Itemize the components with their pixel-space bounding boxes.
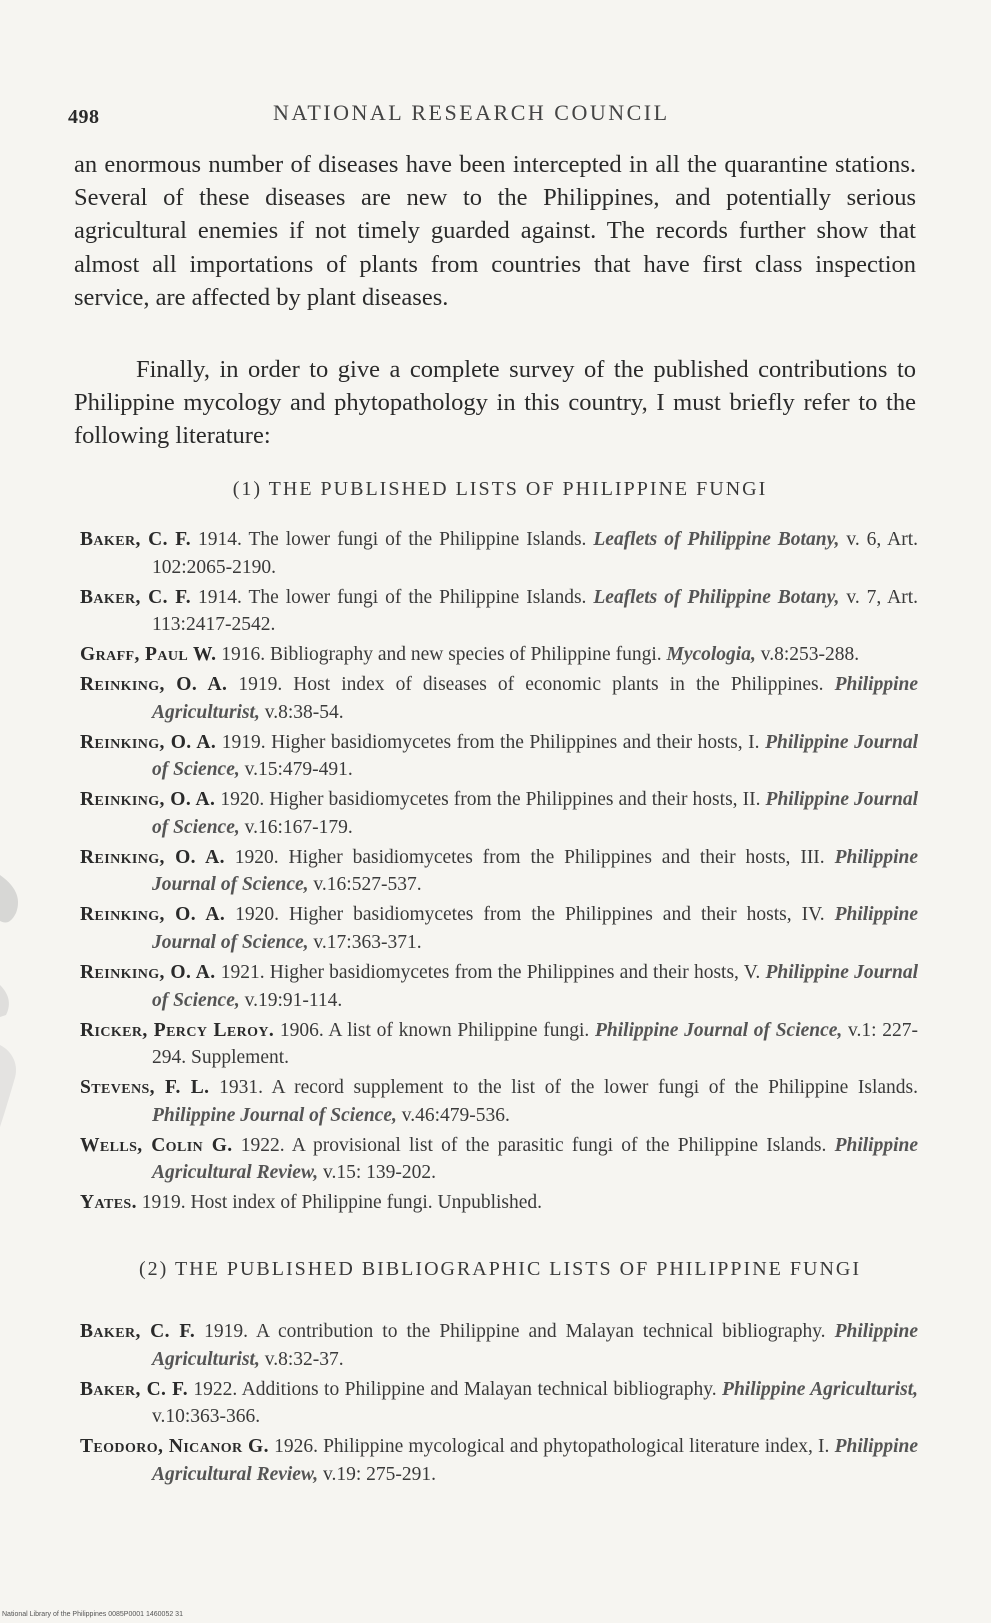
reference-volume: v.17:363-371.	[313, 932, 422, 954]
running-title: NATIONAL RESEARCH COUNCIL	[273, 100, 670, 125]
reference-entry	[80, 1318, 918, 1373]
reference-text: 1906. A list of known Philippine fungi.	[279, 1019, 590, 1041]
reference-entry	[80, 1017, 918, 1072]
reference-journal: Leaflets of Philippine Botany,	[593, 586, 840, 608]
reference-text: 1931. A record supplement to the list of the lower fungi of the Philippine Islands.	[219, 1077, 919, 1099]
reference-volume: v.16:167-179.	[244, 816, 353, 838]
reference-volume: v. 7, Art. 113:2417-2542.	[152, 586, 919, 636]
reference-author: Yates.	[80, 1192, 137, 1214]
reference-entry	[80, 901, 918, 956]
reference-text: 1920. Higher basidiomycetes from the Philippines and their hosts, III.	[234, 846, 825, 868]
reference-volume: v.19:91-114.	[244, 989, 343, 1011]
reference-volume: v.10:363-366.	[152, 1406, 261, 1428]
reference-journal: Philippine Agricultural Review,	[152, 1436, 919, 1485]
reference-author: Reinking, O. A.	[80, 789, 216, 811]
reference-entry	[80, 1074, 918, 1129]
reference-text: 1926. Philippine mycological and phytopathological literature index, I.	[274, 1436, 830, 1458]
reference-journal: Mycologia,	[666, 644, 756, 666]
reference-entry	[80, 641, 918, 669]
reference-text: 1919. Higher basidiomycetes from the Philippines and their hosts, I.	[221, 731, 760, 753]
reference-volume: v. 6, Art. 102:2065-2190.	[152, 529, 919, 578]
reference-author: Reinking, O. A.	[80, 674, 228, 696]
reference-text: 1921. Higher basidiomycetes from the Philippines and their hosts, V.	[220, 962, 761, 984]
reference-entry	[80, 1132, 918, 1187]
reference-author: Ricker, Percy Leroy.	[80, 1019, 275, 1041]
reference-volume: v.16:527-537.	[313, 874, 422, 896]
reference-author: Wells, Colin G.	[80, 1134, 233, 1156]
reference-entry	[80, 959, 918, 1014]
page-header	[68, 100, 928, 136]
reference-volume: v.8:253-288.	[760, 644, 860, 666]
body-paragraph-1: an enormous number of diseases have been intercepted in all the quarantine stations. Several of these diseases are new to the Philippines, and potentially serious agricultural enemies if not timely guarded against. The records further show that almost all importations of plants from countries that have first class inspection service, are affected by plant diseases.	[74, 151, 916, 311]
reference-volume: v.15:479-491.	[244, 759, 353, 781]
reference-volume: v.46:479-536.	[401, 1104, 510, 1126]
reference-journal: Philippine Journal of Science,	[152, 904, 919, 954]
reference-text: 1919. A contribution to the Philippine and Malayan technical bibliography.	[204, 1321, 826, 1342]
reference-author: Baker, C. F.	[80, 1378, 188, 1400]
reference-text: 1919. Host index of diseases of economic plants in the Philippines.	[238, 674, 824, 696]
reference-journal: Philippine Agricultural Review,	[152, 1134, 918, 1184]
reference-journal: Philippine Journal of Science,	[152, 846, 919, 896]
reference-author: Reinking, O. A.	[80, 962, 216, 984]
reference-journal: Philippine Journal of Science,	[152, 1104, 397, 1126]
reference-journal: Leaflets of Philippine Botany,	[593, 529, 840, 550]
reference-entry	[80, 1433, 918, 1488]
section-heading-bibliographic-lists: (2) THE PUBLISHED BIBLIOGRAPHIC LISTS OF PHILIPPINE FUNGI	[139, 1258, 861, 1280]
reference-entry	[80, 1189, 918, 1217]
reference-volume: v.1: 227-294. Supplement.	[152, 1019, 918, 1069]
reference-text: 1916. Bibliography and new species of Philippine fungi.	[221, 644, 662, 666]
reference-text: 1914. The lower fungi of the Philippine Islands.	[197, 586, 587, 608]
reference-author: Stevens, F. L.	[80, 1077, 210, 1099]
reference-entry	[80, 671, 918, 726]
reference-author: Reinking, O. A.	[80, 731, 217, 753]
reference-text: 1919. Host index of Philippine fungi. Unpublished.	[141, 1192, 543, 1214]
scan-footer-note: National Library of the Philippines 0085P0001 1460052 31	[2, 1611, 183, 1618]
reference-volume: v.8:38-54.	[264, 701, 344, 723]
reference-journal: Philippine Agriculturist,	[722, 1378, 919, 1400]
scan-edge-artifact-icon	[0, 875, 28, 1135]
reference-entry	[80, 584, 918, 639]
reference-volume: v.8:32-37.	[264, 1348, 344, 1370]
reference-author: Baker, C. F.	[80, 1321, 196, 1342]
reference-author: Reinking, O. A.	[80, 904, 226, 926]
reference-author: Teodoro, Nicanor G.	[80, 1436, 269, 1458]
reference-journal: Philippine Journal of Science,	[594, 1019, 843, 1041]
reference-author: Baker, C. F.	[80, 529, 191, 550]
reference-volume: v.19: 275-291.	[323, 1463, 437, 1485]
reference-text: 1920. Higher basidiomycetes from the Philippines and their hosts, IV.	[235, 904, 825, 926]
reference-text: 1922. Additions to Philippine and Malayan technical bibliography.	[193, 1378, 717, 1400]
reference-journal: Philippine Agriculturist,	[152, 1321, 919, 1370]
reference-entry	[80, 729, 918, 784]
body-paragraph-2: Finally, in order to give a complete survey of the published contributions to Philippine mycology and phytopathology in this country, I must briefly refer to the following literature:	[74, 356, 916, 450]
reference-journal: Philippine Journal of Science,	[152, 789, 918, 838]
reference-text: 1922. A provisional list of the parasitic fungi of the Philippine Islands.	[240, 1134, 827, 1156]
reference-entry	[80, 844, 918, 899]
bibliography-bibliographic-lists	[80, 1318, 918, 1491]
reference-author: Reinking, O. A.	[80, 846, 225, 868]
reference-volume: v.15: 139-202.	[323, 1162, 437, 1184]
bibliography-published-lists	[80, 526, 918, 1219]
section-heading-published-lists: (1) THE PUBLISHED LISTS OF PHILIPPINE FUNGI	[232, 478, 768, 500]
reference-journal: Philippine Journal of Science,	[152, 962, 919, 1011]
page-number: 498	[68, 106, 100, 128]
reference-text: 1914. The lower fungi of the Philippine Islands.	[197, 529, 587, 550]
reference-author: Graff, Paul W.	[80, 644, 217, 666]
reference-journal: Philippine Agriculturist,	[152, 674, 919, 723]
reference-journal: Philippine Journal of Science,	[152, 731, 919, 781]
reference-entry	[80, 786, 918, 841]
reference-author: Baker, C. F.	[80, 586, 191, 608]
reference-text: 1920. Higher basidiomycetes from the Philippines and their hosts, II.	[220, 789, 761, 811]
reference-entry	[80, 1376, 918, 1431]
reference-entry	[80, 526, 918, 581]
